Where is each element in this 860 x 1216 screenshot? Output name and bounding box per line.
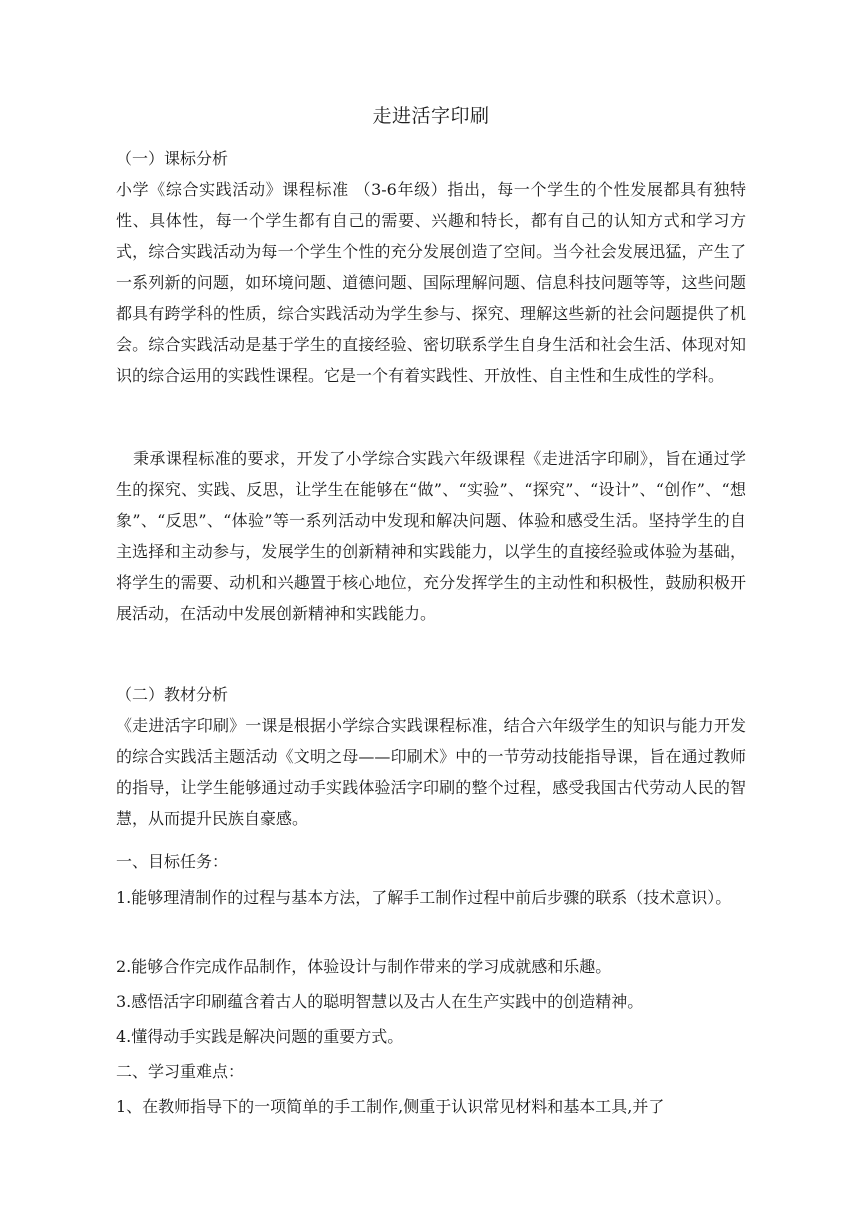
paragraph-curriculum-2: 秉承课程标准的要求，开发了小学综合实践六年级课程《走进活字印刷》，旨在通过学生的探究、实践、反思，让学生在能够在“做”、“实验”、“探究”、“设计”、“创作”、“想象”、“反思”、“体验”等一系列活动中发现和解决问题、体验和感受生活。坚持学生的自主选择和主动参与，发展学生的创新精神和实践能力，以学生的直接经验或体验为基础，将学生的需要、动机和兴趣置于核心地位，充分发挥学生的主动性和积极性，鼓励积极开展活动，在活动中发展创新精神和实践能力。 xyxy=(116,449,746,623)
paragraph-curriculum-1: 小学《综合实践活动》课程标准 （3-6年级）指出，每一个学生的个性发展都具有独特性、具体性，每一个学生都有自己的需要、兴趣和特长，都有自己的认知方式和学习方式，综合实践活动为每一个学生个性的充分发展创造了空间。当今社会发展迅猛，产生了一系列新的问题，如环境问题、道德问题、国际理解问题、信息科技问题等等，这些问题都具有跨学科的性质，综合实践活动为学生参与、探究、理解这些新的社会问题提供了机会。综合实践活动是基于学生的直接经验、密切联系学生自身生活和社会生活、体现对知识的综合运用的实践性课程。它是一个有着实践性、开放性、自主性和生成性的学科。 xyxy=(116,180,746,385)
section-heading-curriculum: （一）课标分析 xyxy=(116,149,229,168)
goal-item-2: 2.能够合作完成作品制作，体验设计与制作带来的学习成就感和乐趣。 xyxy=(116,957,612,976)
focus-item-1: 1、在教师指导下的一项简单的手工制作,侧重于认识常见材料和基本工具,并了 xyxy=(116,1097,665,1116)
document-page xyxy=(116,0,746,1216)
goals-heading: 一、目标任务： xyxy=(116,852,229,871)
goal-item-3: 3.感悟活字印刷蕴含着古人的聪明智慧以及古人在生产实践中的创造精神。 xyxy=(116,992,644,1011)
focus-heading: 二、学习重难点： xyxy=(116,1062,245,1081)
document-title: 走进活字印刷 xyxy=(372,105,490,127)
paragraph-textbook: 《走进活字印刷》一课是根据小学综合实践课程标准，结合六年级学生的知识与能力开发的综合实践活主题活动《文明之母——印刷术》中的一节劳动技能指导课，旨在通过教师的指导，让学生能够通过动手实践体验活字印刷的整个过程，感受我国古代劳动人民的智慧，从而提升民族自豪感。 xyxy=(116,716,746,828)
goal-item-4: 4.懂得动手实践是解决问题的重要方式。 xyxy=(116,1027,404,1046)
section-heading-textbook: （二）教材分析 xyxy=(116,685,229,704)
goal-item-1: 1.能够理清制作的过程与基本方法，了解手工制作过程中前后步骤的联系（技术意识）。 xyxy=(116,888,732,907)
